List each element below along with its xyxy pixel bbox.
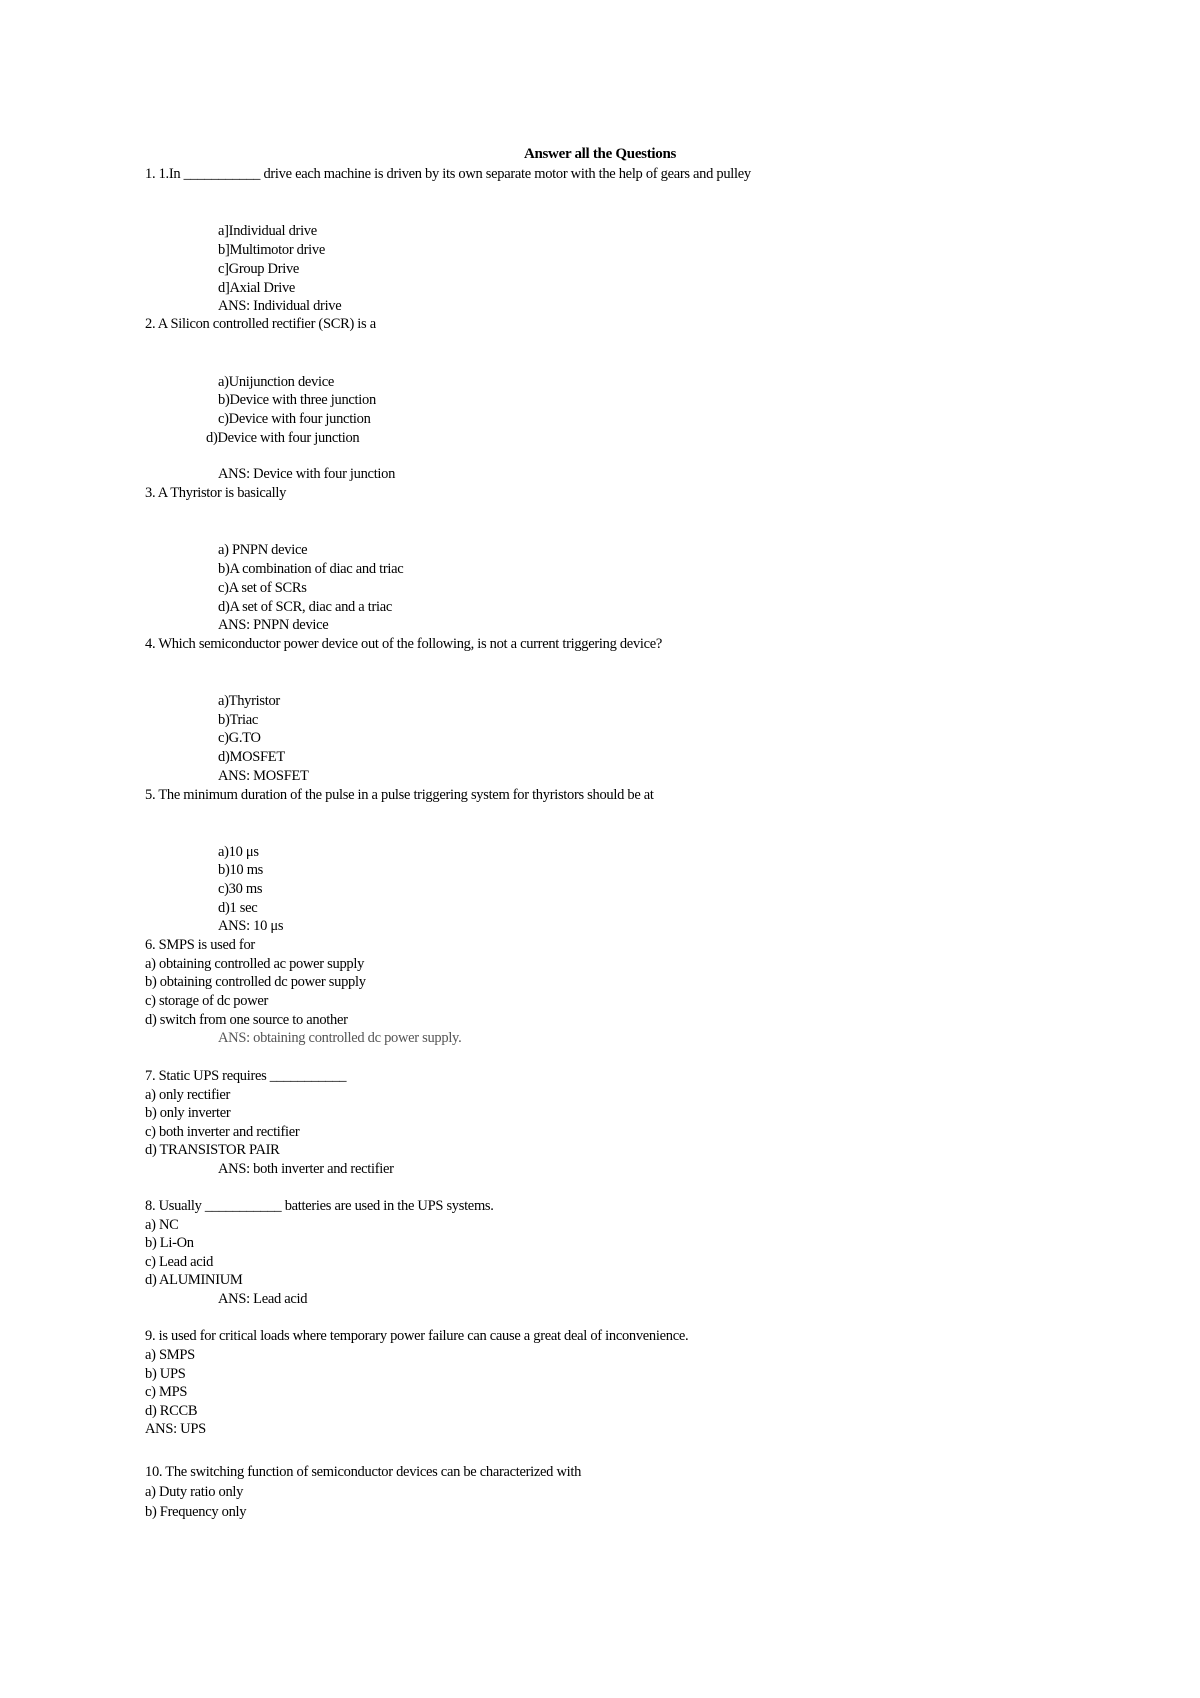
q7-option-b: b) only inverter: [145, 1105, 231, 1121]
q6-option-a: a) obtaining controlled ac power supply: [145, 956, 365, 972]
q6-option-d: d) switch from one source to another: [145, 1012, 348, 1028]
question-10: 10. The switching function of semiconductor devices can be characterized with: [145, 1464, 582, 1480]
q5-option-b: b)10 ms: [218, 862, 264, 878]
question-4: 4. Which semiconductor power device out of the following, is not a current triggering device?: [145, 636, 663, 652]
question-6: 6. SMPS is used for: [145, 937, 255, 953]
question-3: 3. A Thyristor is basically: [145, 485, 287, 501]
q3-option-a: a) PNPN device: [218, 542, 308, 558]
q9-option-a: a) SMPS: [145, 1347, 195, 1363]
q1-option-d: d]Axial Drive: [218, 280, 296, 296]
q2-option-b: b)Device with three junction: [218, 392, 376, 408]
q1-option-b: b]Multimotor drive: [218, 242, 325, 258]
q1-answer: ANS: Individual drive: [218, 298, 342, 314]
q2-option-c: c)Device with four junction: [218, 411, 371, 427]
q3-option-d: d)A set of SCR, diac and a triac: [218, 599, 393, 615]
question-8: 8. Usually ___________ batteries are used in the UPS systems.: [145, 1198, 494, 1214]
q8-option-c: c) Lead acid: [145, 1254, 214, 1270]
q10-option-a: a) Duty ratio only: [145, 1484, 244, 1500]
q9-option-c: c) MPS: [145, 1384, 188, 1400]
q4-option-d: d)MOSFET: [218, 749, 285, 765]
q2-option-a: a)Unijunction device: [218, 374, 334, 390]
question-7: 7. Static UPS requires ___________: [145, 1068, 347, 1084]
q1-option-c: c]Group Drive: [218, 261, 300, 277]
q5-option-d: d)1 sec: [218, 900, 258, 916]
q3-answer: ANS: PNPN device: [218, 617, 329, 633]
q9-answer: ANS: UPS: [145, 1421, 206, 1437]
q7-option-d: d) TRANSISTOR PAIR: [145, 1142, 280, 1158]
page-title: Answer all the Questions: [523, 146, 677, 162]
q7-answer: ANS: both inverter and rectifier: [218, 1161, 394, 1177]
q5-option-c: c)30 ms: [218, 881, 263, 897]
q6-option-c: c) storage of dc power: [145, 993, 269, 1009]
q4-answer: ANS: MOSFET: [218, 768, 309, 784]
q1-option-a: a]Individual drive: [218, 223, 317, 239]
q2-option-d: d)Device with four junction: [206, 430, 360, 446]
q2-answer: ANS: Device with four junction: [218, 466, 396, 482]
q8-option-d: d) ALUMINIUM: [145, 1272, 243, 1288]
q5-option-a: a)10 μs: [218, 844, 259, 860]
q9-option-d: d) RCCB: [145, 1403, 198, 1419]
q3-option-b: b)A combination of diac and triac: [218, 561, 404, 577]
question-9: 9. is used for critical loads where temporary power failure can cause a great deal of inconvenience.: [145, 1328, 689, 1344]
q4-option-a: a)Thyristor: [218, 693, 280, 709]
question-5: 5. The minimum duration of the pulse in a pulse triggering system for thyristors should be at: [145, 787, 654, 803]
q4-option-c: c)G.TO: [218, 730, 261, 746]
question-2: 2. A Silicon controlled rectifier (SCR) is a: [145, 316, 376, 332]
question-1: 1. 1.In ___________ drive each machine is driven by its own separate motor with the help of gears and pulley: [145, 166, 751, 182]
q8-option-b: b) Li-On: [145, 1235, 194, 1251]
q7-option-c: c) both inverter and rectifier: [145, 1124, 300, 1140]
q6-option-b: b) obtaining controlled dc power supply: [145, 974, 366, 990]
q9-option-b: b) UPS: [145, 1366, 186, 1382]
q6-answer: ANS: obtaining controlled dc power supply.: [218, 1030, 462, 1046]
q4-option-b: b)Triac: [218, 712, 259, 728]
q3-option-c: c)A set of SCRs: [218, 580, 307, 596]
q7-option-a: a) only rectifier: [145, 1087, 231, 1103]
q5-answer: ANS: 10 μs: [218, 918, 284, 934]
q8-answer: ANS: Lead acid: [218, 1291, 308, 1307]
q10-option-b: b) Frequency only: [145, 1504, 247, 1520]
q8-option-a: a) NC: [145, 1217, 179, 1233]
